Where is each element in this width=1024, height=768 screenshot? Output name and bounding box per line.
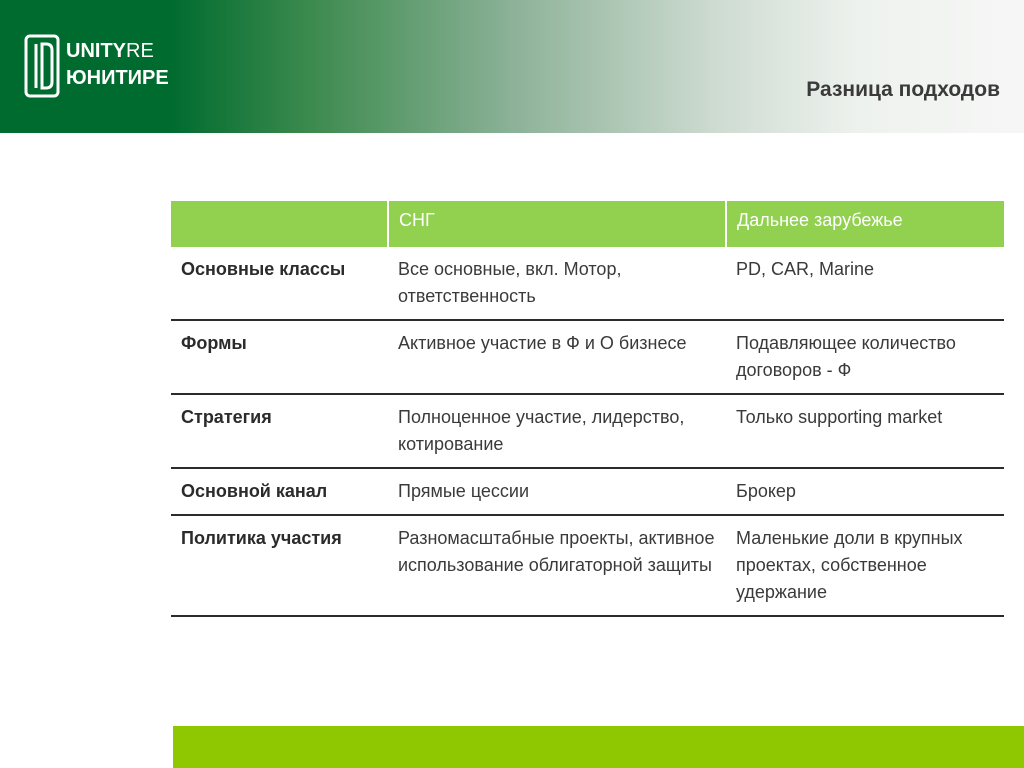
cis-cell: Прямые цессии <box>388 468 726 515</box>
far-abroad-cell: Маленькие доли в крупных проектах, собственное удержание <box>726 515 1004 616</box>
row-label: Формы <box>171 320 388 394</box>
logo-text-cyrillic: ЮНИТИРЕ <box>66 67 169 89</box>
row-label: Основные классы <box>171 247 388 320</box>
row-label: Стратегия <box>171 394 388 468</box>
table-row <box>171 468 1004 515</box>
header-cell-far-abroad: Дальнее зарубежье <box>726 201 1004 247</box>
cis-cell: Разномасштабные проекты, активное использование облигаторной защиты <box>388 515 726 616</box>
row-label: Политика участия <box>171 515 388 616</box>
table-row <box>171 394 1004 468</box>
row-label: Основной канал <box>171 468 388 515</box>
header-banner <box>0 0 1024 133</box>
cis-cell: Полноценное участие, лидерство, котирование <box>388 394 726 468</box>
table-row <box>171 247 1004 320</box>
header-cell-empty <box>171 201 388 247</box>
table-header-row <box>171 201 1004 247</box>
far-abroad-cell: Брокер <box>726 468 1004 515</box>
far-abroad-cell: Подавляющее количество договоров - Ф <box>726 320 1004 394</box>
header-cell-cis: СНГ <box>388 201 726 247</box>
footer-bar <box>173 726 1024 768</box>
unity-re-mark-icon <box>24 34 60 98</box>
company-logo <box>24 30 169 102</box>
logo-text-latin: UNITYRE <box>66 40 154 62</box>
cis-cell: Все основные, вкл. Мотор, ответственность <box>388 247 726 320</box>
table-row <box>171 515 1004 616</box>
far-abroad-cell: Только supporting market <box>726 394 1004 468</box>
table-row <box>171 320 1004 394</box>
slide-title: Разница подходов <box>806 78 1000 101</box>
comparison-table <box>171 201 1004 617</box>
far-abroad-cell: PD, CAR, Marine <box>726 247 1004 320</box>
cis-cell: Активное участие в Ф и О бизнесе <box>388 320 726 394</box>
